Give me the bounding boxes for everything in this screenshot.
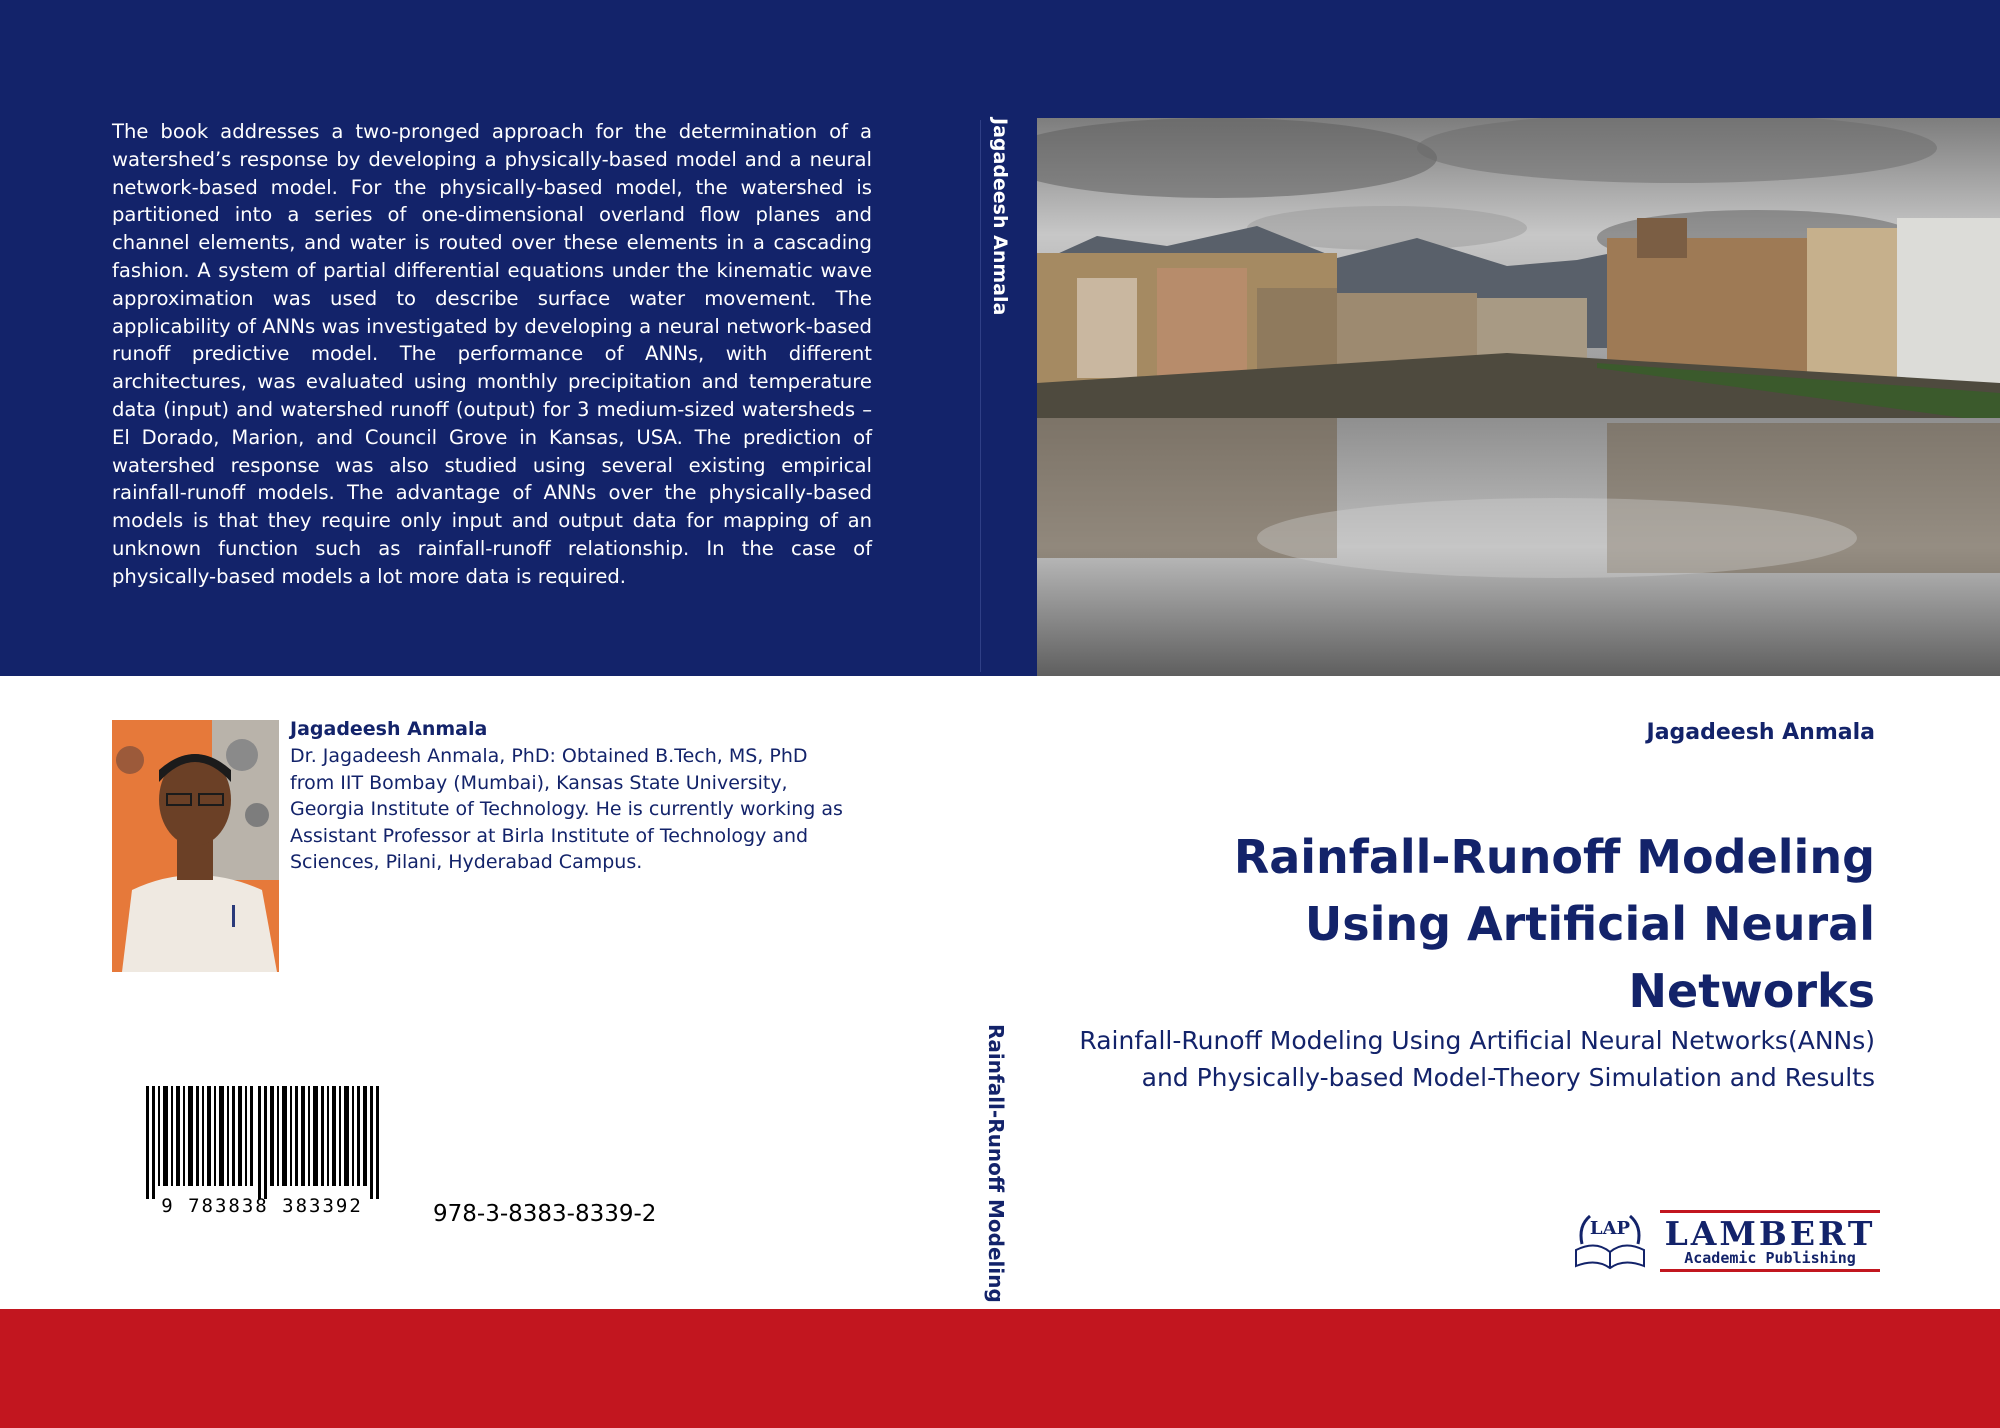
spine-divider xyxy=(980,120,981,672)
book-subtitle: Rainfall-Runoff Modeling Using Artificial Neural Networks(ANNs) and Physically-based Model-Theory Simulation and Results xyxy=(1079,1026,1875,1092)
cover-photo-river-city xyxy=(1037,118,2000,676)
publisher-tagline: Academic Publishing xyxy=(1684,1249,1856,1267)
red-bottom-band xyxy=(0,1309,2000,1428)
publisher-logo xyxy=(1572,1206,1884,1276)
author-bio-name: Jagadeesh Anmala xyxy=(290,718,488,740)
spine-title: Rainfall-Runoff Modeling xyxy=(984,1024,1008,1303)
author-photo xyxy=(112,720,279,972)
isbn-number: 978-3-8383-8339-2 xyxy=(433,1201,657,1227)
author-bio-text: Dr. Jagadeesh Anmala, PhD: Obtained B.Tech, MS, PhD from IIT Bombay (Mumbai), Kansas State University, Georgia Institute of Technology. He is currently working as Assistant Professor at Birla Institute of Technology and Sciences, Pilani, Hyderabad Campus. xyxy=(290,745,843,873)
barcode-digits: 9 783838 383392 xyxy=(161,1195,363,1214)
spine-author: Jagadeesh Anmala xyxy=(989,118,1011,316)
publisher-mark-text: LAP xyxy=(1589,1218,1631,1239)
front-cover-author: Jagadeesh Anmala xyxy=(1646,720,1875,745)
book-title: Rainfall-Runoff Modeling Using Artificial Neural Networks xyxy=(1233,830,1875,1018)
isbn-barcode xyxy=(138,1084,404,1214)
back-cover-blurb: The book addresses a two-pronged approach for the determination of a watershed’s response by developing a physically-based model and a neural network-based model. For the physically-based model, the watershed is partitioned into a series of one-dimensional overland flow planes and channel elements, and water is routed over these elements in a cascading fashion. A system of partial differential equations under the kinematic wave approximation was used to describe surface water movement. The applicability of ANNs was investigated by developing a neural network-based runoff predictive model. The performance of ANNs, with different architectures, was evaluated using monthly precipitation and temperature data (input) and watershed runoff (output) for 3 medium-sized watersheds – El Dorado, Marion, and Council Grove in Kansas, USA. The prediction of watershed response was also studied using several existing empirical rainfall-runoff models. The advantage of ANNs over the physically-based models is that they require only input and output data for mapping of an unknown function such as rainfall-runoff relationship. In the case of physically-based models a lot more data is required. xyxy=(112,120,872,588)
publisher-name: LAMBERT xyxy=(1664,1214,1876,1253)
